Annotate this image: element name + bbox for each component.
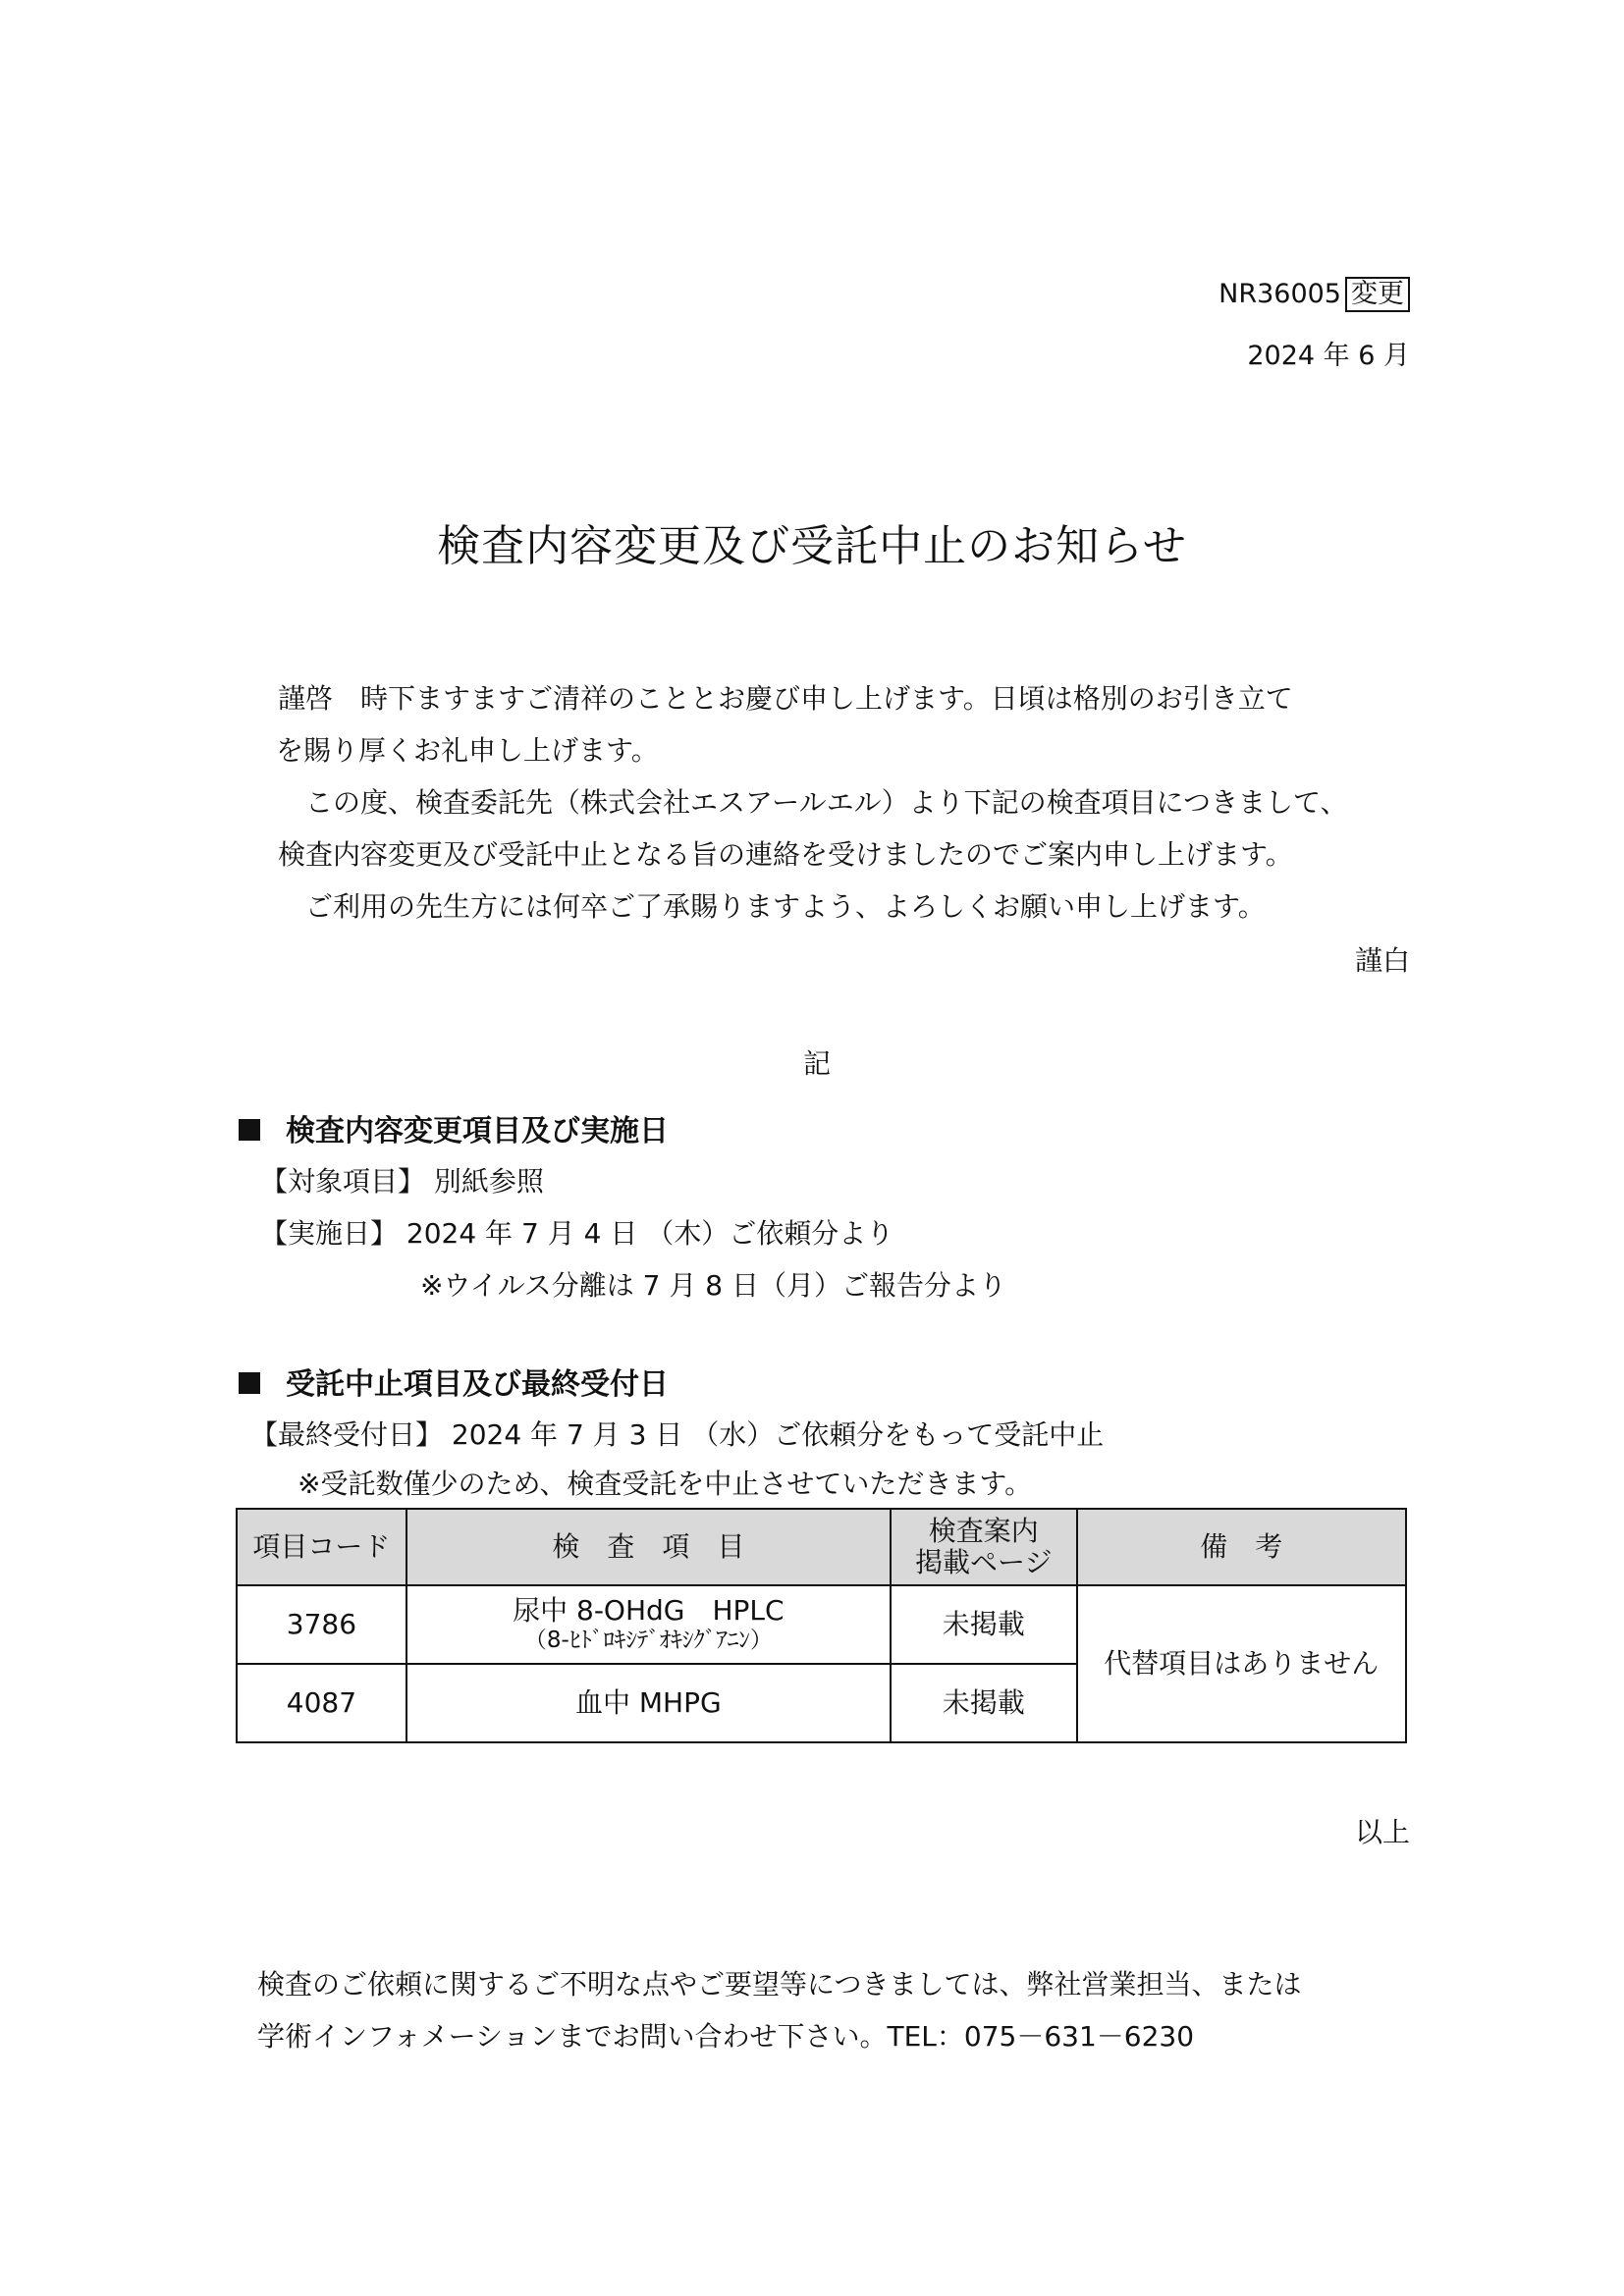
square-bullet-icon [239,1372,260,1394]
header-page-line1: 検査案内 [928,1514,1039,1547]
greeting-line-3: この度、検査委託先（株式会社エスアールエル）より下記の検査項目につきまして、 [278,786,1348,819]
ijo-closing: 以上 [1354,1816,1410,1848]
row-item [406,1585,891,1664]
closing-word: 謹白 [1354,944,1410,977]
table-header-row [237,1509,1406,1585]
greeting-line-5: ご利用の先生方には何卒ご了承賜りますよう、よろしくお願い申し上げます。 [278,890,1266,923]
issue-date: 2024 年 6 月 [1247,341,1410,371]
section1-heading [239,1106,669,1149]
row-page: 未掲載 [891,1585,1077,1664]
document-number [1218,277,1410,312]
change-badge: 変更 [1345,277,1410,312]
header-code: 項目コード [237,1509,406,1585]
section2-last-date: 【最終受付日】 2024 年 7 月 3 日 （水）ご依頼分をもって受託中止 [250,1418,1105,1451]
footer-line-1: 検査のご依頼に関するご不明な点やご要望等につきましては、弊社営業担当、または [257,1968,1302,2001]
section1-heading-text: 検査内容変更項目及び実施日 [286,1114,669,1148]
section2-note: ※受託数僅少のため、検査受託を中止させていただきます。 [298,1468,1033,1500]
section2-heading [239,1360,669,1403]
header-page-line2: 掲載ページ [915,1546,1053,1578]
section1-note: ※ウイルス分離は 7 月 8 日（月）ご報告分より [420,1269,1007,1302]
section2-heading-text: 受託中止項目及び最終受付日 [286,1367,669,1402]
greeting-line-2: を賜り厚くお礼申し上げます。 [276,734,659,767]
row-item-sub: （8-ﾋﾄﾞﾛｷｼﾃﾞｵｷｼｸﾞｱﾆﾝ） [523,1628,773,1653]
section1-date: 【実施日】 2024 年 7 月 4 日 （木）ご依頼分より [260,1217,894,1250]
ki-marker: 記 [803,1047,832,1080]
row-item: 血中 MHPG [406,1664,891,1742]
header-remarks: 備 考 [1077,1509,1406,1585]
row-page: 未掲載 [891,1664,1077,1742]
greeting-line-1: 謹啓 時下ますますご清祥のこととお慶び申し上げます。日頃は格別のお引き立て [278,682,1293,715]
section1-target: 【対象項目】 別紙参照 [260,1165,544,1198]
table-row [237,1585,1406,1664]
row-remarks: 代替項目はありません [1077,1585,1406,1742]
square-bullet-icon [239,1119,260,1141]
greeting-line-4: 検査内容変更及び受託中止となる旨の連絡を受けましたのでご案内申し上げます。 [278,838,1293,871]
header-item: 検 査 項 目 [406,1509,891,1585]
row-code: 4087 [237,1664,406,1742]
footer-line-2: 学術インフォメーションまでお問い合わせ下さい。TEL：075－631－6230 [257,2020,1195,2053]
header-page [891,1509,1077,1585]
row-code: 3786 [237,1585,406,1664]
document-number-text: NR36005 [1218,279,1341,310]
page-title: 検査内容変更及び受託中止のお知らせ [437,521,1187,571]
discontinued-items-table [236,1508,1407,1743]
row-item-name: 尿中 8-OHdG HPLC [513,1594,785,1628]
